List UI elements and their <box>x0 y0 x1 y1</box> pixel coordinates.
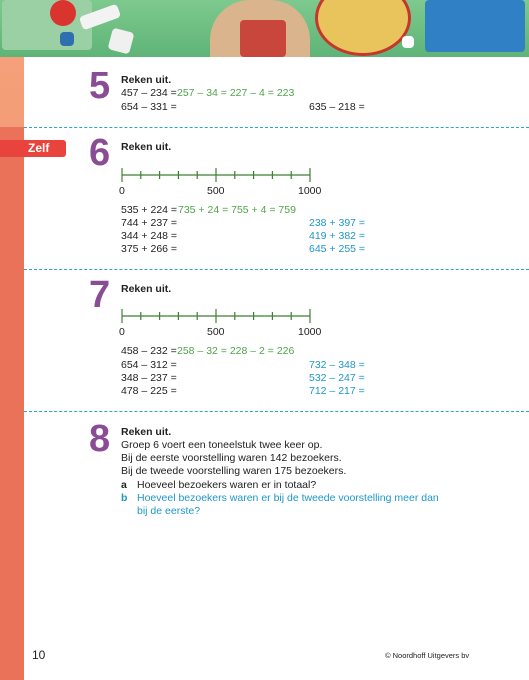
number-line-7-label-0: 0 <box>119 326 125 338</box>
copyright: © Noordhoff Uitgevers bv <box>385 651 470 660</box>
exercise-6-row1-answer: 735 + 24 = 755 + 4 = 759 <box>178 204 296 216</box>
exercise-5-row2-question: 654 – 331 = <box>121 101 177 113</box>
divider <box>24 127 529 128</box>
exercise-6-title: Reken uit. <box>121 141 172 153</box>
exercise-5-row1-question: 457 – 234 = <box>121 87 177 99</box>
exercise-7-right-1: 732 – 348 = <box>309 359 365 371</box>
question-b-text-2: bij de eerste? <box>137 505 201 517</box>
exercise-8-number: 8 <box>89 418 111 460</box>
exercise-7-right-2: 532 – 247 = <box>309 372 365 384</box>
game-wheel-image <box>315 0 411 56</box>
exercise-5-row2-question-right: 635 – 218 = <box>309 101 365 113</box>
header-banner <box>0 0 529 57</box>
dice-small-image <box>402 36 414 48</box>
exercise-6-right-3: 645 + 255 = <box>309 243 366 255</box>
exercise-6-left-2: 344 + 248 = <box>121 230 178 242</box>
exercise-6-left-3: 375 + 266 = <box>121 243 178 255</box>
exercise-7-left-2: 348 – 237 = <box>121 372 177 384</box>
divider <box>24 411 529 412</box>
exercise-7-title: Reken uit. <box>121 283 172 295</box>
exercise-7-left-1: 654 – 312 = <box>121 359 177 371</box>
question-b-label: b <box>121 492 128 504</box>
page-number: 10 <box>32 648 46 662</box>
exercise-6-left-1: 744 + 237 = <box>121 217 178 229</box>
exercise-6-number: 6 <box>89 132 111 174</box>
exercise-8-line-2: Bij de eerste voorstelling waren 142 bezoekers. <box>121 452 342 464</box>
exercise-7-right-3: 712 – 217 = <box>309 385 365 397</box>
question-a-label: a <box>121 479 127 491</box>
number-line-7-label-1000: 1000 <box>298 326 322 338</box>
exercise-6-right-1: 238 + 397 = <box>309 217 366 229</box>
dice-image <box>2 0 92 50</box>
number-line-7-label-500: 500 <box>207 326 225 338</box>
exercise-6-right-2: 419 + 382 = <box>309 230 366 242</box>
exercise-5-title: Reken uit. <box>121 74 172 86</box>
exercise-8-line-3: Bij de tweede voorstelling waren 175 bezoekers. <box>121 465 347 477</box>
zelf-tag: Zelf <box>0 140 66 157</box>
game-piece-image <box>60 32 74 46</box>
question-a-text: Hoeveel bezoekers waren er in totaal? <box>137 479 317 491</box>
exercise-7-row1-answer: 258 – 32 = 228 – 2 = 226 <box>177 345 295 357</box>
exercise-5-row1-answer: 257 – 34 = 227 – 4 = 223 <box>177 87 295 99</box>
exercise-8-title: Reken uit. <box>121 426 172 438</box>
sidebar-band <box>0 127 24 680</box>
number-line-6-label-500: 500 <box>207 185 225 197</box>
question-b-text-1: Hoeveel bezoekers waren er bij de tweede voorstelling meer dan <box>137 492 439 504</box>
hopscotch-image <box>425 0 525 52</box>
exercise-6-row1-question: 535 + 224 = <box>121 204 178 216</box>
exercise-7-number: 7 <box>89 274 111 316</box>
divider <box>24 269 529 270</box>
exercise-5-number: 5 <box>89 65 111 107</box>
exercise-8-line-1: Groep 6 voert een toneelstuk twee keer op. <box>121 439 323 451</box>
card-image <box>108 28 135 55</box>
exercise-7-row1-question: 458 – 232 = <box>121 345 177 357</box>
cards-image <box>240 20 286 57</box>
exercise-7-left-3: 478 – 225 = <box>121 385 177 397</box>
number-line-6-label-0: 0 <box>119 185 125 197</box>
number-line-6-label-1000: 1000 <box>298 185 322 197</box>
red-cup-image <box>50 0 76 26</box>
